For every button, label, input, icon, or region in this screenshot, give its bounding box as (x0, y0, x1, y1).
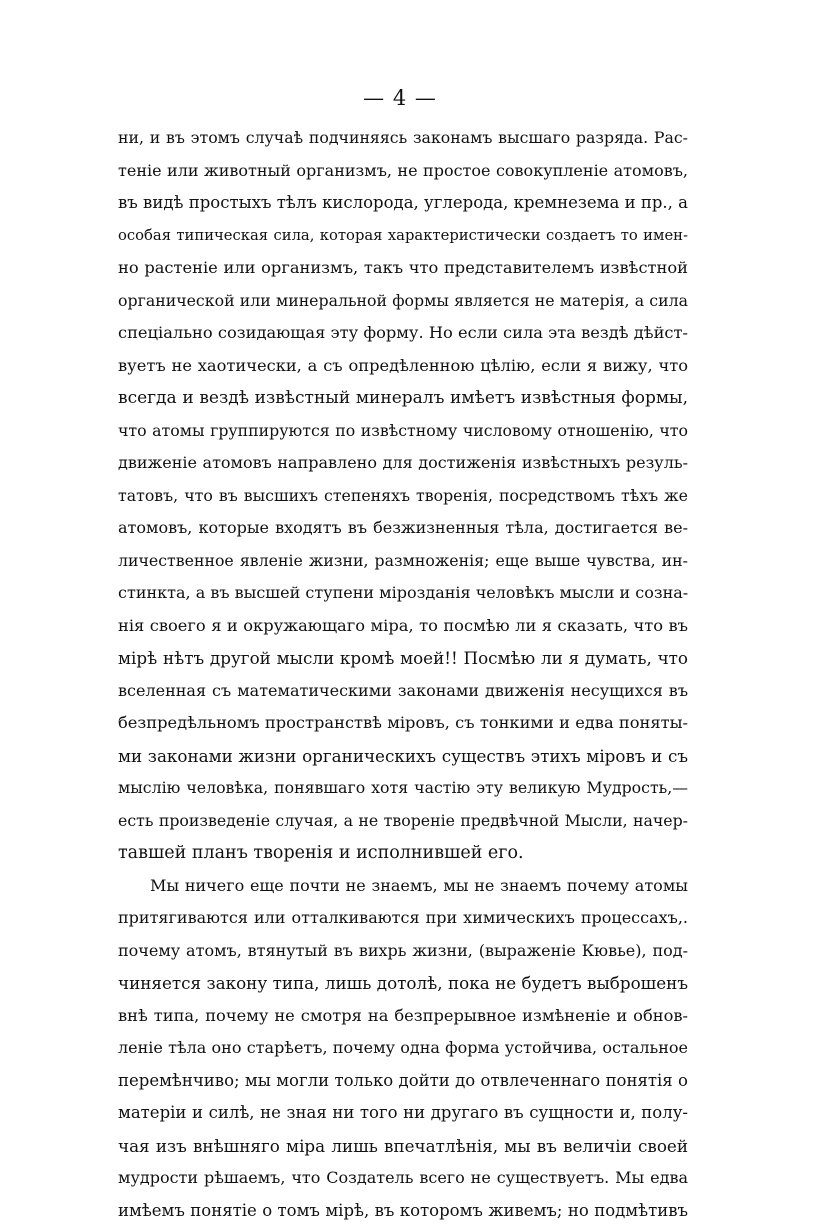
text-line: леніе тѣла оно старѣетъ, почему одна форма устойчива, остальное (118, 1032, 688, 1065)
text-line: мірѣ нѣтъ другой мысли кромѣ моей!! Посмѣю ли я думать, что (118, 642, 688, 675)
text-line: атомовъ, которые входятъ въ безжизненныя тѣла, достигается ве- (118, 512, 688, 545)
text-line: притягиваются или отталкиваются при химическихъ процессахъ,. (118, 902, 688, 935)
text-line: имѣемъ понятіе о томъ мірѣ, въ которомъ живемъ; но подмѣтивъ (118, 1195, 688, 1227)
text-line: теніе или животный организмъ, не простое совокупленіе атомовъ, (118, 155, 688, 188)
text-line: внѣ типа, почему не смотря на безпрерывное измѣненіе и обнов- (118, 1000, 688, 1033)
text-line: но растеніе или организмъ, такъ что представителемъ извѣстной (118, 252, 688, 285)
text-line: ми законами жизни органическихъ существъ этихъ міровъ и съ (118, 740, 688, 773)
text-line: вуетъ не хаотически, а съ опредѣленною цѣлію, если я вижу, что (118, 350, 688, 383)
text-line: что атомы группируются по извѣстному числовому отношенію, что (118, 415, 688, 448)
text-line: всегда и вездѣ извѣстный минералъ имѣетъ извѣстныя формы, (118, 382, 688, 415)
text-line: ни, и въ этомъ случаѣ подчиняясь законамъ высшаго разряда. Рас- (118, 122, 688, 155)
text-line: особая типическая сила, которая характеристически создаетъ то имен- (118, 220, 688, 253)
text-line: татовъ, что въ высшихъ степеняхъ творенія, посредствомъ тѣхъ же (118, 480, 688, 513)
text-line: есть произведеніе случая, а не твореніе предвѣчной Мысли, начер- (118, 805, 688, 838)
body-text (118, 122, 688, 1227)
paragraph-1 (118, 122, 688, 870)
text-line: чиняется закону типа, лишь дотолѣ, пока не будетъ выброшенъ (118, 967, 688, 1000)
text-line: Мы ничего еще почти не знаемъ, мы не знаемъ почему атомы (118, 870, 688, 903)
text-line: спеціально созидающая эту форму. Но если сила эта вездѣ дѣйст- (118, 317, 688, 350)
text-line: нія своего я и окружающаго міра, то посмѣю ли я сказать, что въ (118, 610, 688, 643)
text-line: чая изъ внѣшняго міра лишь впечатлѣнія, мы въ величіи своей (118, 1130, 688, 1163)
text-line: органической или минеральной формы является не матерія, а сила (118, 285, 688, 318)
text-line: тавшей планъ творенія и исполнившей его. (118, 837, 688, 870)
text-line: личественное явленіе жизни, размноженія; еще выше чувства, ин- (118, 545, 688, 578)
text-line: движеніе атомовъ направлено для достиженія извѣстныхъ резуль- (118, 447, 688, 480)
text-line: матеріи и силѣ, не зная ни того ни другаго въ сущности и, полу- (118, 1097, 688, 1130)
text-line: вселенная съ математическими законами движенія несущихся въ (118, 675, 688, 708)
text-line: почему атомъ, втянутый въ вихрь жизни, (выраженіе Кювье), под- (118, 935, 688, 968)
text-line: мудрости рѣшаемъ, что Создатель всего не существуетъ. Мы едва (118, 1162, 688, 1195)
page-number: — 4 — (0, 86, 800, 110)
text-line: безпредѣльномъ пространствѣ міровъ, съ тонкими и едва поняты- (118, 707, 688, 740)
text-line: въ видѣ простыхъ тѣлъ кислорода, углерода, кремнезема и пр., а (118, 187, 688, 220)
text-line: стинкта, а въ высшей ступени мірозданія человѣкъ мысли и созна- (118, 577, 688, 610)
text-line: перемѣнчиво; мы могли только дойти до отвлеченнаго понятія о (118, 1065, 688, 1098)
text-line: мыслію человѣка, понявшаго хотя частію эту великую Мудрость,— (118, 772, 688, 805)
paragraph-2 (118, 870, 688, 1227)
